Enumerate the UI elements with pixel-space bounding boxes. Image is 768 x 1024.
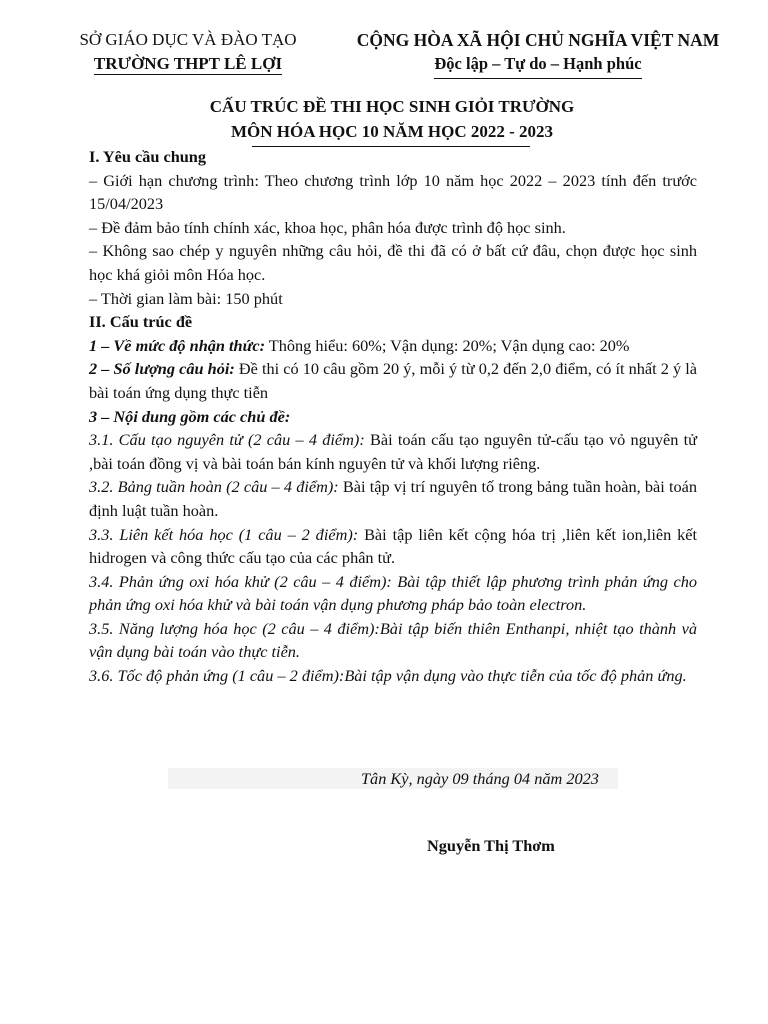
- topic-item: 3.4. Phản ứng oxi hóa khử (2 câu – 4 điểm): Bài tập thiết lập phương trình phản ứng cho phản ứng oxi hóa khử và bài toán vận dụng phương pháp bảo toàn electron.: [89, 571, 697, 615]
- section2-heading: II. Cấu trúc đề: [89, 312, 193, 332]
- question-count-text: Đề thi có 10 câu gồm 20 ý, mỗi ý từ 0,2 đến 2,0 điểm, có ít nhất 2 ý là bài toán ứng dụng thực tiễn: [89, 359, 697, 402]
- requirement-item: – Thời gian làm bài: 150 phút: [89, 288, 283, 308]
- requirement-item: – Đề đảm bảo tính chính xác, khoa học, phân hóa được trình độ học sinh.: [89, 217, 566, 237]
- date-line: Tân Kỳ, ngày 09 tháng 04 năm 2023: [361, 769, 599, 788]
- topic-label: 3.3. Liên kết hóa học (1 câu – 2 điểm):: [89, 524, 359, 544]
- document-title-line2: MÔN HÓA HỌC 10 NĂM HỌC 2022 - 2023: [230, 122, 554, 141]
- topic-item: 3.6. Tốc độ phản ứng (1 câu – 2 điểm):Bài tập vận dụng vào thực tiễn của tốc độ phản ứng.: [89, 666, 687, 686]
- topic-text: Bài tập liên kết cộng hóa trị ,liên kết ion,liên kết hidrogen và công thức cấu tạo của các phân tử.: [89, 524, 697, 568]
- header-left: [60, 28, 316, 76]
- cognitive-level-text: Thông hiểu: 60%; Vận dụng: 20%; Vận dụng cao: 20%: [265, 335, 630, 355]
- document-body: [89, 145, 697, 688]
- topic-item: 3.5. Năng lượng hóa học (2 câu – 4 điểm):Bài tập biến thiên Enthanpi, nhiệt tạo thành và vận dụng bài toán vào thực tiễn.: [89, 618, 697, 662]
- question-count-label: 2 – Số lượng câu hỏi:: [89, 359, 235, 379]
- cognitive-level-paragraph: [89, 334, 697, 358]
- national-motto: [434, 52, 641, 76]
- document-title-line1: CẤU TRÚC ĐỀ THI HỌC SINH GIỎI TRƯỜNG: [209, 97, 575, 116]
- topic-item: [89, 475, 697, 522]
- topic-item: [89, 523, 697, 570]
- motto-underline: [434, 78, 641, 79]
- country-name: CỘNG HÒA XÃ HỘI CHỦ NGHĨA VIỆT NAM: [356, 30, 720, 50]
- requirement-item: – Không sao chép y nguyên những câu hỏi, đề thi đã có ở bất cứ đâu, chọn được học sinh học khá giỏi môn Hóa học.: [89, 241, 697, 284]
- topic-item: [89, 428, 697, 475]
- national-motto-text: Độc lập – Tự do – Hạnh phúc: [434, 54, 642, 73]
- cognitive-level-label: 1 – Về mức độ nhận thức:: [89, 335, 266, 355]
- department-name: SỞ GIÁO DỤC VÀ ĐÀO TẠO: [79, 30, 297, 49]
- topic-text: Bài toán cấu tạo nguyên tử-cấu tạo vỏ nguyên tử ,bài toán đồng vị và bài toán bán kính nguyên tử và khối lượng riêng.: [89, 430, 697, 473]
- topic-label: 3.1. Cấu tạo nguyên tử (2 câu – 4 điểm):: [89, 430, 365, 450]
- topic-text: Bài tập vị trí nguyên tố trong bảng tuần hoàn, bài toán định luật tuần hoàn.: [89, 477, 697, 520]
- signer-name: Nguyễn Thị Thơm: [427, 836, 555, 855]
- header-right: [340, 28, 736, 76]
- question-count-paragraph: [89, 357, 697, 404]
- requirement-item: – Giới hạn chương trình: Theo chương trình lớp 10 năm học 2022 – 2023 tính đến trước 15/04/2023: [89, 170, 697, 214]
- content-heading: 3 – Nội dung gồm các chủ đề:: [89, 406, 291, 426]
- school-name: TRƯỜNG THPT LÊ LỢI: [93, 54, 283, 73]
- topic-label: 3.2. Bảng tuần hoàn (2 câu – 4 điểm):: [89, 477, 339, 497]
- section1-heading: I. Yêu cầu chung: [89, 147, 207, 166]
